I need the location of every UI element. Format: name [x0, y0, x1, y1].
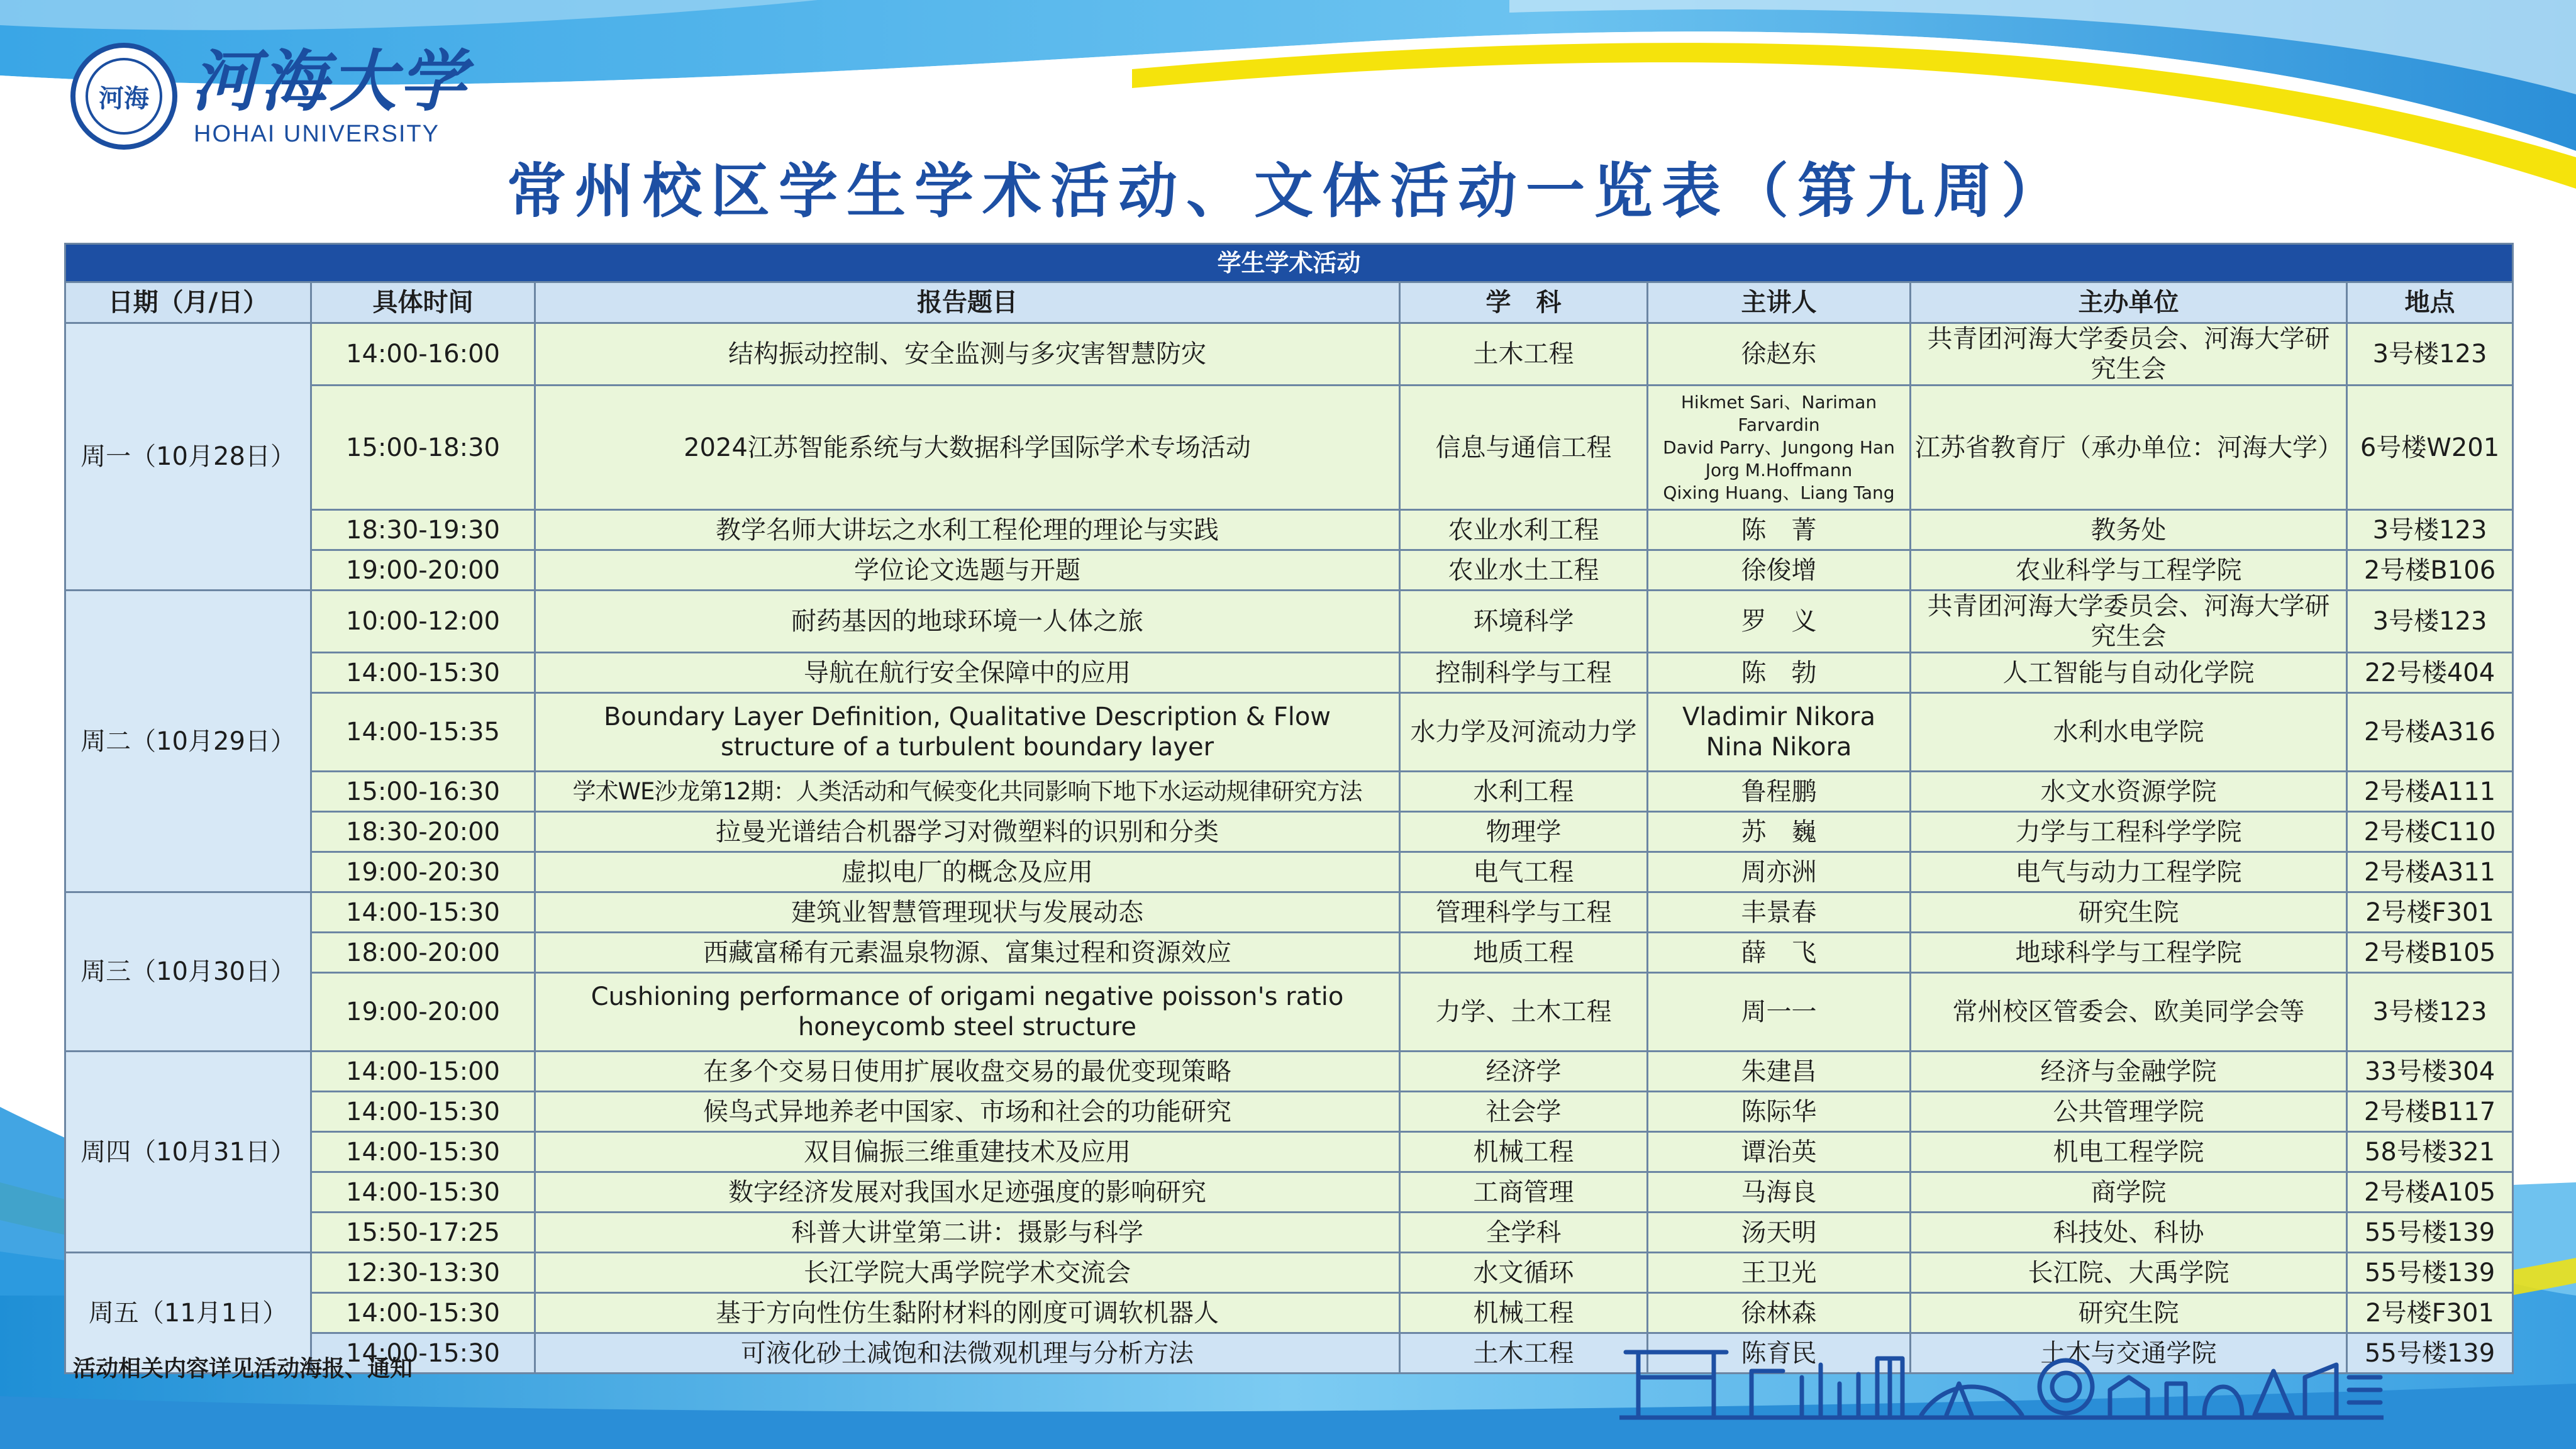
table-row	[65, 892, 2513, 933]
discipline-cell: 农业水土工程	[1400, 550, 1648, 591]
logo-chinese-name: 河海大学	[191, 42, 468, 120]
table-row	[65, 510, 2513, 550]
venue-cell: 2号楼C110	[2347, 812, 2513, 852]
venue-cell: 55号楼139	[2347, 1213, 2513, 1253]
table-row	[65, 653, 2513, 693]
speaker-cell: 徐林森	[1648, 1293, 1911, 1333]
venue-cell: 2号楼A311	[2347, 852, 2513, 892]
organizer-cell: 土木与交通学院	[1911, 1333, 2347, 1374]
topic-line: structure of a turbulent boundary layer	[720, 733, 1214, 762]
venue-cell: 22号楼404	[2347, 653, 2513, 693]
venue-cell: 2号楼B106	[2347, 550, 2513, 591]
organizer-cell: 常州校区管委会、欧美同学会等	[1911, 973, 2347, 1052]
topic-cell: 学术WE沙龙第12期：人类活动和气候变化共同影响下地下水运动规律研究方法	[535, 772, 1400, 812]
table-row	[65, 1092, 2513, 1132]
speaker-line: Nina Nikora	[1706, 733, 1852, 762]
speaker-line: David Parry、Jungong Han	[1663, 436, 1895, 458]
time-cell: 15:50-17:25	[311, 1213, 535, 1253]
time-cell: 14:00-15:00	[311, 1052, 535, 1092]
speaker-cell: 陈 勃	[1648, 653, 1911, 693]
day-cell-tuesday: 周二（10月29日）	[65, 591, 311, 892]
speaker-cell: 周一一	[1648, 973, 1911, 1052]
discipline-cell: 社会学	[1400, 1092, 1648, 1132]
time-cell: 14:00-16:00	[311, 323, 535, 386]
column-header-venue: 地点	[2347, 282, 2513, 323]
topic-line: Cushioning performance of origami negative poisson's ratio	[591, 982, 1344, 1011]
discipline-cell: 电气工程	[1400, 852, 1648, 892]
time-cell: 14:00-15:30	[311, 892, 535, 933]
topic-cell: 拉曼光谱结合机器学习对微塑料的识别和分类	[535, 812, 1400, 852]
organizer-cell: 研究生院	[1911, 892, 2347, 933]
organizer-cell: 人工智能与自动化学院	[1911, 653, 2347, 693]
table-row	[65, 591, 2513, 653]
organizer-cell: 电气与动力工程学院	[1911, 852, 2347, 892]
organizer-cell: 公共管理学院	[1911, 1092, 2347, 1132]
speaker-line: Jorg M.Hoffmann	[1705, 459, 1853, 480]
topic-cell: 西藏富稀有元素温泉物源、富集过程和资源效应	[535, 933, 1400, 973]
table-row	[65, 1052, 2513, 1092]
venue-cell: 58号楼321	[2347, 1132, 2513, 1172]
time-cell: 19:00-20:00	[311, 550, 535, 591]
time-cell: 14:00-15:30	[311, 653, 535, 693]
table-row	[65, 550, 2513, 591]
time-cell: 14:00-15:30	[311, 1293, 535, 1333]
speaker-cell: 陈育民	[1648, 1333, 1911, 1374]
time-cell: 14:00-15:30	[311, 1132, 535, 1172]
column-header-date: 日期（月/日）	[65, 282, 311, 323]
topic-cell: 双目偏振三维重建技术及应用	[535, 1132, 1400, 1172]
time-cell: 15:00-18:30	[311, 386, 535, 510]
time-cell: 14:00-15:35	[311, 693, 535, 772]
topic-cell: 结构振动控制、安全监测与多灾害智慧防灾	[535, 323, 1400, 386]
discipline-cell: 机械工程	[1400, 1293, 1648, 1333]
table-row	[65, 973, 2513, 1052]
discipline-cell: 力学、土木工程	[1400, 973, 1648, 1052]
speaker-cell: 罗 义	[1648, 591, 1911, 653]
speaker-cell: 丰景春	[1648, 892, 1911, 933]
organizer-cell: 水利水电学院	[1911, 693, 2347, 772]
speaker-cell: 苏 巍	[1648, 812, 1911, 852]
speaker-cell: 汤天明	[1648, 1213, 1911, 1253]
venue-cell: 2号楼A105	[2347, 1172, 2513, 1213]
topic-cell: 教学名师大讲坛之水利工程伦理的理论与实践	[535, 510, 1400, 550]
organizer-cell: 经济与金融学院	[1911, 1052, 2347, 1092]
column-header-time: 具体时间	[311, 282, 535, 323]
topic-cell	[535, 693, 1400, 772]
topic-cell: 候鸟式异地养老中国家、市场和社会的功能研究	[535, 1092, 1400, 1132]
table-row	[65, 1213, 2513, 1253]
table-row	[65, 1172, 2513, 1213]
discipline-cell: 信息与通信工程	[1400, 386, 1648, 510]
time-cell: 18:30-20:00	[311, 812, 535, 852]
organizer-cell: 共青团河海大学委员会、河海大学研究生会	[1911, 591, 2347, 653]
venue-cell: 55号楼139	[2347, 1253, 2513, 1293]
topic-cell: 在多个交易日使用扩展收盘交易的最优变现策略	[535, 1052, 1400, 1092]
organizer-cell: 力学与工程科学学院	[1911, 812, 2347, 852]
venue-cell: 2号楼A111	[2347, 772, 2513, 812]
discipline-cell: 经济学	[1400, 1052, 1648, 1092]
organizer-cell: 教务处	[1911, 510, 2347, 550]
speaker-cell	[1648, 693, 1911, 772]
time-cell: 14:00-15:30	[311, 1333, 535, 1374]
organizer-cell: 科技处、科协	[1911, 1213, 2347, 1253]
speaker-cell: 徐俊增	[1648, 550, 1911, 591]
discipline-cell: 控制科学与工程	[1400, 653, 1648, 693]
topic-cell: 建筑业智慧管理现状与发展动态	[535, 892, 1400, 933]
venue-cell: 2号楼F301	[2347, 1293, 2513, 1333]
time-cell: 19:00-20:00	[311, 973, 535, 1052]
discipline-cell: 物理学	[1400, 812, 1648, 852]
day-cell-wednesday: 周三（10月30日）	[65, 892, 311, 1052]
speaker-cell	[1648, 386, 1911, 510]
topic-cell: 2024江苏智能系统与大数据科学国际学术专场活动	[535, 386, 1400, 510]
speaker-cell: 徐赵东	[1648, 323, 1911, 386]
table-row	[65, 1253, 2513, 1293]
discipline-cell: 机械工程	[1400, 1132, 1648, 1172]
venue-cell: 2号楼F301	[2347, 892, 2513, 933]
discipline-cell: 管理科学与工程	[1400, 892, 1648, 933]
discipline-cell: 水文循环	[1400, 1253, 1648, 1293]
organizer-cell: 长江院、大禹学院	[1911, 1253, 2347, 1293]
table-row	[65, 812, 2513, 852]
time-cell: 18:00-20:00	[311, 933, 535, 973]
topic-cell: 导航在航行安全保障中的应用	[535, 653, 1400, 693]
discipline-cell: 地质工程	[1400, 933, 1648, 973]
time-cell: 12:30-13:30	[311, 1253, 535, 1293]
venue-cell: 3号楼123	[2347, 510, 2513, 550]
organizer-cell: 江苏省教育厅（承办单位：河海大学）	[1911, 386, 2347, 510]
topic-line: Boundary Layer Definition, Qualitative Description & Flow	[603, 702, 1331, 731]
speaker-cell: 谭治英	[1648, 1132, 1911, 1172]
speaker-cell: 马海良	[1648, 1172, 1911, 1213]
discipline-cell: 农业水利工程	[1400, 510, 1648, 550]
organizer-cell: 商学院	[1911, 1172, 2347, 1213]
time-cell: 14:00-15:30	[311, 1172, 535, 1213]
topic-cell: 学位论文选题与开题	[535, 550, 1400, 591]
speaker-cell: 陈 菁	[1648, 510, 1911, 550]
venue-cell: 6号楼W201	[2347, 386, 2513, 510]
topic-cell: 数字经济发展对我国水足迹强度的影响研究	[535, 1172, 1400, 1213]
table-row	[65, 933, 2513, 973]
day-cell-monday: 周一（10月28日）	[65, 323, 311, 591]
venue-cell: 3号楼123	[2347, 591, 2513, 653]
speaker-line: Vladimir Nikora	[1682, 702, 1875, 731]
campus-skyline-icon	[1619, 1340, 2384, 1421]
venue-cell: 2号楼B117	[2347, 1092, 2513, 1132]
speaker-cell: 陈际华	[1648, 1092, 1911, 1132]
speaker-cell: 薛 飞	[1648, 933, 1911, 973]
discipline-cell: 全学科	[1400, 1213, 1648, 1253]
column-header-speaker: 主讲人	[1648, 282, 1911, 323]
organizer-cell: 研究生院	[1911, 1293, 2347, 1333]
topic-cell: 基于方向性仿生黏附材料的刚度可调软机器人	[535, 1293, 1400, 1333]
topic-cell: 科普大讲堂第二讲：摄影与科学	[535, 1213, 1400, 1253]
venue-cell: 3号楼123	[2347, 323, 2513, 386]
time-cell: 15:00-16:30	[311, 772, 535, 812]
discipline-cell: 水力学及河流动力学	[1400, 693, 1648, 772]
speaker-line: Qixing Huang、Liang Tang	[1663, 482, 1895, 503]
topic-cell: 虚拟电厂的概念及应用	[535, 852, 1400, 892]
topic-cell: 可液化砂土减饱和法微观机理与分析方法	[535, 1333, 1400, 1374]
organizer-cell: 地球科学与工程学院	[1911, 933, 2347, 973]
speaker-cell: 朱建昌	[1648, 1052, 1911, 1092]
time-cell: 19:00-20:30	[311, 852, 535, 892]
venue-cell: 33号楼304	[2347, 1052, 2513, 1092]
topic-cell: 长江学院大禹学院学术交流会	[535, 1253, 1400, 1293]
table-row	[65, 386, 2513, 510]
venue-cell: 3号楼123	[2347, 973, 2513, 1052]
page-title: 常州校区学生学术活动、文体活动一览表（第九周）	[506, 157, 2069, 226]
venue-cell: 2号楼A316	[2347, 693, 2513, 772]
table-row	[65, 772, 2513, 812]
topic-cell	[535, 973, 1400, 1052]
university-seal-icon: 河海	[70, 43, 177, 150]
table-row	[65, 693, 2513, 772]
organizer-cell: 机电工程学院	[1911, 1132, 2347, 1172]
column-header-topic: 报告题目	[535, 282, 1400, 323]
table-row	[65, 852, 2513, 892]
footer-note: 活动相关内容详见活动海报、通知	[73, 1356, 413, 1382]
discipline-cell: 土木工程	[1400, 323, 1648, 386]
organizer-cell: 水文水资源学院	[1911, 772, 2347, 812]
day-cell-thursday: 周四（10月31日）	[65, 1052, 311, 1253]
time-cell: 18:30-19:30	[311, 510, 535, 550]
discipline-cell: 工商管理	[1400, 1172, 1648, 1213]
logo-english-name: HOHAI UNIVERSITY	[194, 121, 440, 147]
venue-cell: 2号楼B105	[2347, 933, 2513, 973]
speaker-cell: 周亦洲	[1648, 852, 1911, 892]
day-cell-friday: 周五（11月1日）	[65, 1253, 311, 1374]
table-row	[65, 323, 2513, 386]
discipline-cell: 土木工程	[1400, 1333, 1648, 1374]
university-logo	[70, 42, 468, 150]
column-header-discipline: 学 科	[1400, 282, 1648, 323]
organizer-cell: 农业科学与工程学院	[1911, 550, 2347, 591]
table-row	[65, 1293, 2513, 1333]
speaker-cell: 王卫光	[1648, 1253, 1911, 1293]
organizer-cell: 共青团河海大学委员会、河海大学研究生会	[1911, 323, 2347, 386]
discipline-cell: 水利工程	[1400, 772, 1648, 812]
schedule-table	[64, 243, 2514, 1374]
time-cell: 14:00-15:30	[311, 1092, 535, 1132]
discipline-cell: 环境科学	[1400, 591, 1648, 653]
speaker-line: Hikmet Sari、Nariman Farvardin	[1680, 391, 1877, 435]
venue-cell: 55号楼139	[2347, 1333, 2513, 1374]
column-header-organizer: 主办单位	[1911, 282, 2347, 323]
speaker-cell: 鲁程鹏	[1648, 772, 1911, 812]
topic-line: honeycomb steel structure	[797, 1013, 1137, 1041]
time-cell: 10:00-12:00	[311, 591, 535, 653]
topic-cell: 耐药基因的地球环境一人体之旅	[535, 591, 1400, 653]
section-banner: 学生学术活动	[65, 244, 2513, 282]
table-row	[65, 1132, 2513, 1172]
